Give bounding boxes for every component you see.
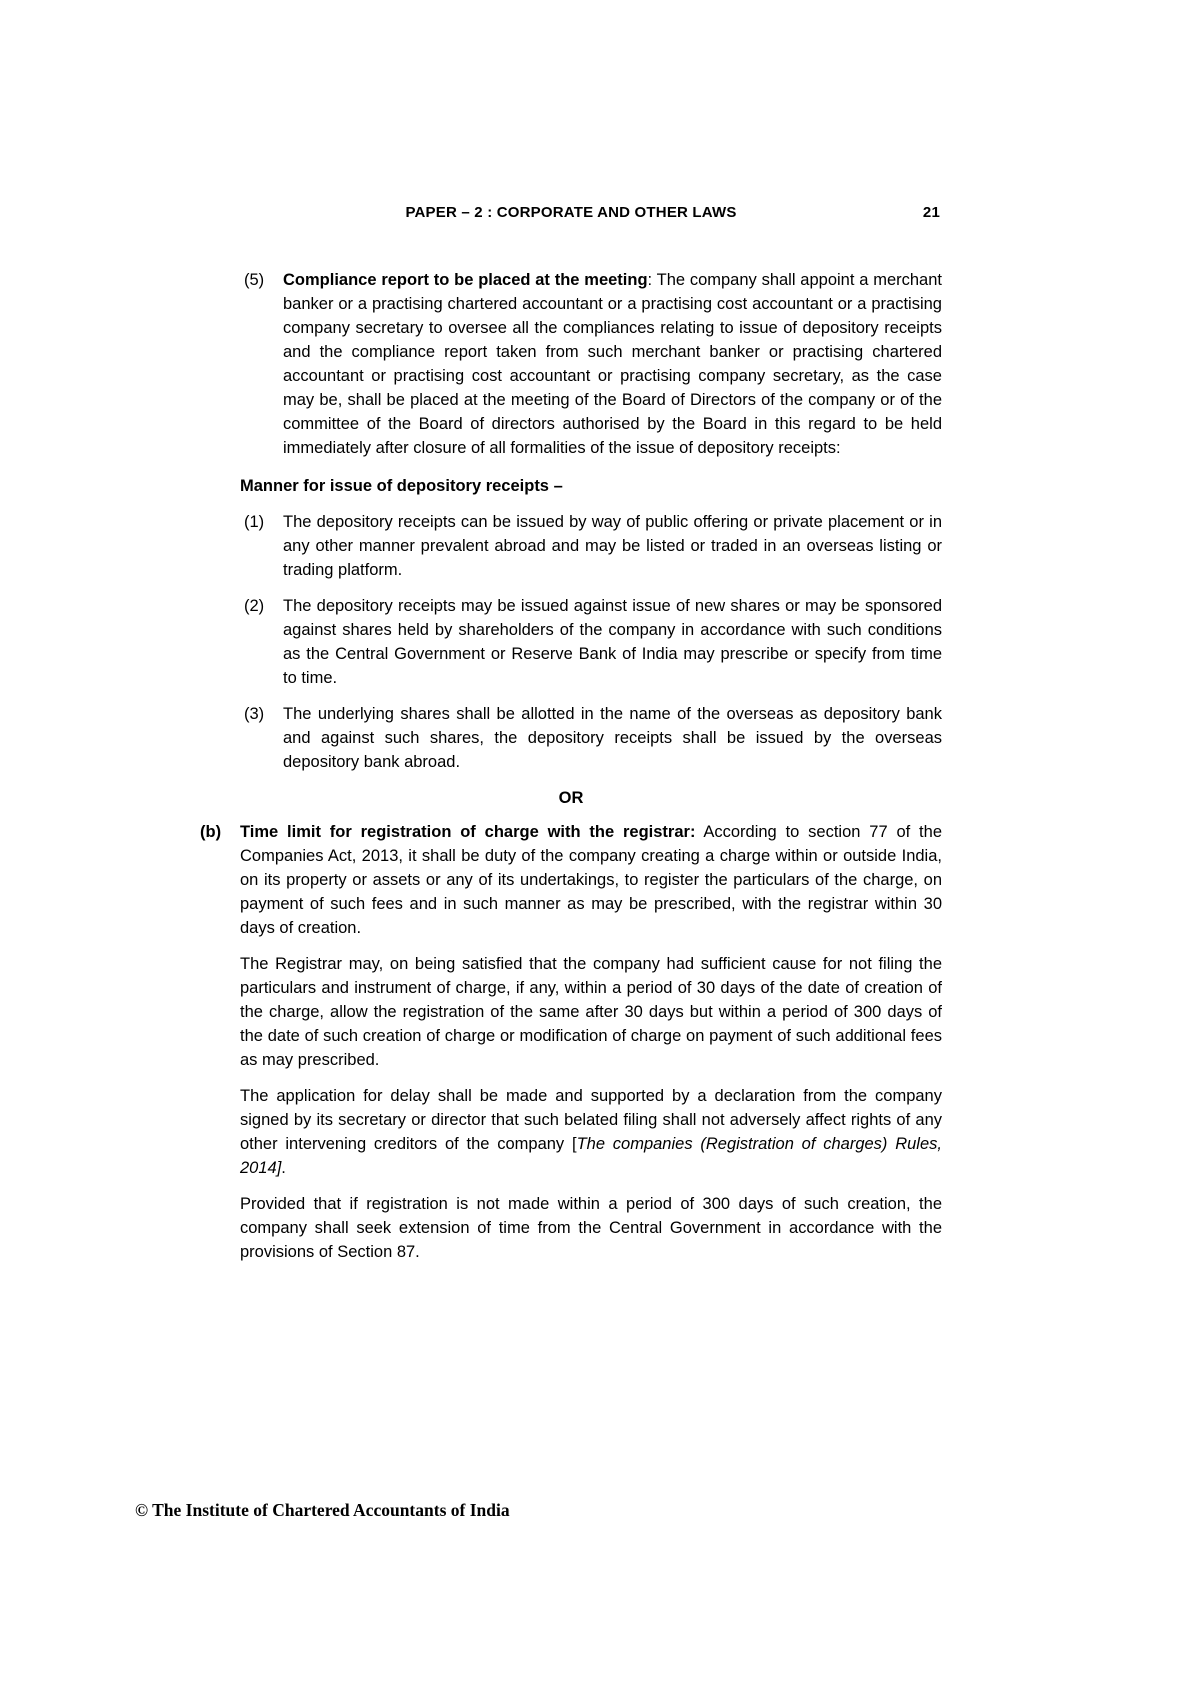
item-b-paragraph-4: Provided that if registration is not made within a period of 300 days of such creation, the company shall seek extension of time from the Central Government in accordance with the provisions of Section 87. (240, 1195, 942, 1261)
item-b-lead-paragraph (240, 820, 942, 940)
item-5-heading: Compliance report to be placed at the meeting (283, 271, 648, 289)
page-header (200, 204, 942, 221)
item-5-number: (5) (244, 271, 265, 289)
manner-item-1-text: The depository receipts can be issued by way of public offering or private placement or in any other manner prevalent abroad and may be listed or traded in an overseas listing or trading platform. (283, 513, 942, 579)
document-body (200, 268, 942, 1264)
manner-item-2 (244, 594, 942, 690)
header-title: PAPER – 2 : CORPORATE AND OTHER LAWS (405, 204, 737, 221)
manner-item-2-text: The depository receipts may be issued against issue of new shares or may be sponsored against shares held by shareholders of the company in accordance with such conditions as the Central Government or Reserve Bank of India may prescribe or specify from time to time. (283, 597, 942, 687)
item-5-body: : The company shall appoint a merchant banker or a practising chartered accountant or a practising cost accountant or a practising company secretary to oversee all the compliances relating to issue of depository receipts and the compliance report taken from such merchant banker or practising chartered accountant or practising cost accountant or practising company secretary, as the case may be, shall be placed at the meeting of the Board of Directors of the company or of the committee of the Board of directors authorised by the Board in this regard to be held immediately after closure of all formalities of the issue of depository receipts: (283, 271, 942, 457)
item-b-heading: Time limit for registration of charge with the registrar: (240, 823, 696, 841)
manner-item-3-number: (3) (244, 705, 265, 723)
page-footer (135, 1500, 510, 1521)
manner-item-3 (244, 702, 942, 774)
page-number: 21 (922, 204, 940, 221)
manner-heading: Manner for issue of depository receipts – (240, 477, 563, 495)
manner-item-3-text: The underlying shares shall be allotted in the name of the overseas as depository bank and against such shares, the depository receipts shall be issued by the overseas depository bank abroad. (283, 705, 942, 771)
item-5 (244, 268, 942, 460)
manner-item-1 (244, 510, 942, 582)
item-b-paragraph-3-citation: The companies (Registration of charges) Rules, 2014] (240, 1135, 942, 1177)
item-b-number: (b) (200, 823, 222, 841)
item-5-text (283, 268, 942, 460)
item-b (200, 820, 942, 940)
item-b-lead-text: According to section 77 of the Companies Act, 2013, it shall be duty of the company creating a charge within or outside India, on its property or assets or any of its undertakings, to register the particulars of the charge, on payment of such fees and in such manner as may be prescribed, with the registrar within 30 days of creation. (240, 823, 942, 937)
manner-item-1-number: (1) (244, 513, 265, 531)
item-b-paragraph-3 (240, 1084, 942, 1180)
copyright-text: © The Institute of Chartered Accountants of India (135, 1500, 510, 1520)
item-b-paragraph-3-text: The application for delay shall be made and supported by a declaration from the company signed by its secretary or director that such belated filing shall not adversely affect rights of any other intervening creditors of the company [ (240, 1087, 942, 1153)
item-b-paragraph-3-end: . (281, 1159, 286, 1177)
or-separator: OR (558, 789, 584, 807)
manner-item-2-number: (2) (244, 597, 265, 615)
item-b-paragraph-2: The Registrar may, on being satisfied that the company had sufficient cause for not filing the particulars and instrument of charge, if any, within a period of 30 days of the date of creation of the charge, allow the registration of the same after 30 days but within a period of 300 days of the date of such creation of charge or modification of charge on payment of such additional fees as may prescribed. (240, 955, 942, 1069)
